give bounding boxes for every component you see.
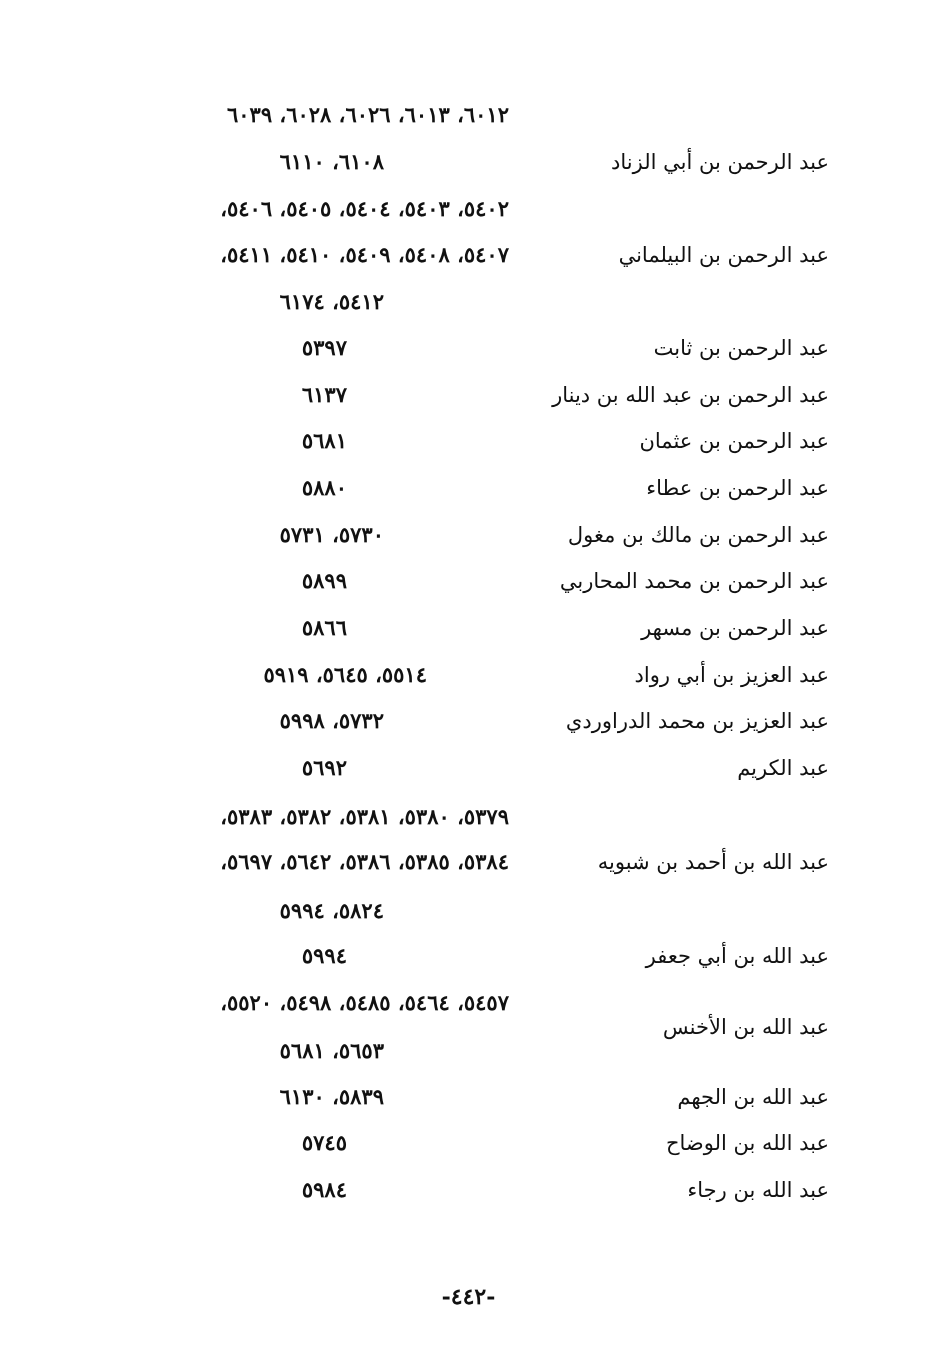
narrator-name: عبد الرحمن بن مسهر (641, 616, 829, 640)
index-line (0, 794, 937, 840)
reference-numbers: ٥٤١٢، ٦١٧٤ (279, 289, 384, 314)
reference-numbers: ٥٤٥٧، ٥٤٦٤، ٥٤٨٥، ٥٤٩٨، ٥٥٢٠، (220, 990, 509, 1015)
reference-numbers: ٥٧٣٢، ٥٩٩٨ (279, 708, 384, 733)
reference-numbers: ٦١٣٧ (301, 382, 347, 407)
reference-numbers: ٦٠١٢، ٦٠١٣، ٦٠٢٦، ٦٠٢٨، ٦٠٣٩ (227, 102, 509, 127)
narrator-name: عبد الرحمن بن عثمان (639, 429, 829, 453)
narrator-name: عبد الله بن رجاء (687, 1178, 829, 1202)
index-line (0, 888, 937, 934)
narrator-name: عبد العزيز بن محمد الدراوردي (565, 709, 829, 733)
reference-numbers: ٥٨٢٤، ٥٩٩٤ (279, 898, 384, 923)
reference-numbers: ٥٨٣٩، ٦١٣٠ (279, 1084, 384, 1109)
index-line (0, 1167, 937, 1213)
reference-numbers: ٥٤٠٢، ٥٤٠٣، ٥٤٠٤، ٥٤٠٥، ٥٤٠٦، (220, 196, 509, 221)
index-line (0, 1120, 937, 1166)
index-line (0, 232, 937, 278)
index-line (0, 933, 937, 979)
index-line (0, 279, 937, 325)
reference-numbers: ٥٨٨٠ (301, 475, 347, 500)
reference-numbers: ٥٦٥٣، ٥٦٨١ (279, 1038, 384, 1063)
narrator-name: عبد الرحمن بن عبد الله بن دينار (552, 383, 829, 407)
reference-numbers: ٥٨٦٦ (301, 615, 347, 640)
reference-numbers: ٥٨٩٩ (301, 568, 347, 593)
index-line (0, 652, 937, 698)
index-line (0, 605, 937, 651)
index-line (0, 558, 937, 604)
narrator-name: عبد الرحمن بن أبي الزناد (611, 150, 829, 174)
index-line (0, 139, 937, 185)
reference-numbers: ٥٣٩٧ (301, 335, 347, 360)
reference-numbers: ٥٥١٤، ٥٦٤٥، ٥٩١٩ (263, 662, 427, 687)
narrator-name: عبد الكريم (737, 756, 829, 780)
index-line (0, 372, 937, 418)
narrator-name: عبد الله بن الأخنس (662, 1015, 829, 1039)
narrator-name: عبد الرحمن بن مالك بن مغول (567, 523, 829, 547)
index-line (0, 186, 937, 232)
reference-numbers: ٥٩٨٤ (301, 1177, 347, 1202)
index-line (0, 418, 937, 464)
narrator-name: عبد العزيز بن أبي رواد (634, 663, 829, 687)
narrator-name: عبد الله بن الجهم (677, 1085, 829, 1109)
index-line (0, 839, 937, 885)
index-line (0, 745, 937, 791)
index-line (0, 698, 937, 744)
reference-numbers: ٥٧٤٥ (301, 1130, 347, 1155)
reference-numbers: ٥٦٩٢ (301, 755, 347, 780)
page-number: -٤٤٢- (441, 1284, 496, 1310)
narrator-name: عبد الرحمن بن عطاء (646, 476, 829, 500)
narrator-name: عبد الرحمن بن محمد المحاربي (559, 569, 829, 593)
reference-numbers: ٥٣٨٤، ٥٣٨٥، ٥٣٨٦، ٥٦٤٢، ٥٦٩٧، (220, 849, 509, 874)
index-line (0, 1074, 937, 1120)
narrator-name: عبد الرحمن بن ثابت (653, 336, 829, 360)
narrator-name: عبد الرحمن بن البيلماني (618, 243, 829, 267)
reference-numbers: ٥٦٨١ (301, 428, 347, 453)
narrator-name: عبد الله بن أحمد بن شبويه (597, 850, 829, 874)
index-line (0, 1028, 937, 1074)
index-line (0, 325, 937, 371)
narrator-name: عبد الله بن أبي جعفر (645, 944, 829, 968)
index-line (0, 512, 937, 558)
reference-numbers: ٥٩٩٤ (301, 943, 347, 968)
narrator-name: عبد الله بن الوضاح (665, 1131, 829, 1155)
index-line (0, 92, 937, 138)
reference-numbers: ٥٧٣٠، ٥٧٣١ (279, 522, 384, 547)
reference-numbers: ٦١٠٨، ٦١١٠ (279, 149, 384, 174)
reference-numbers: ٥٣٧٩، ٥٣٨٠، ٥٣٨١، ٥٣٨٢، ٥٣٨٣، (220, 804, 509, 829)
reference-numbers: ٥٤٠٧، ٥٤٠٨، ٥٤٠٩، ٥٤١٠، ٥٤١١، (220, 242, 509, 267)
index-line (0, 465, 937, 511)
